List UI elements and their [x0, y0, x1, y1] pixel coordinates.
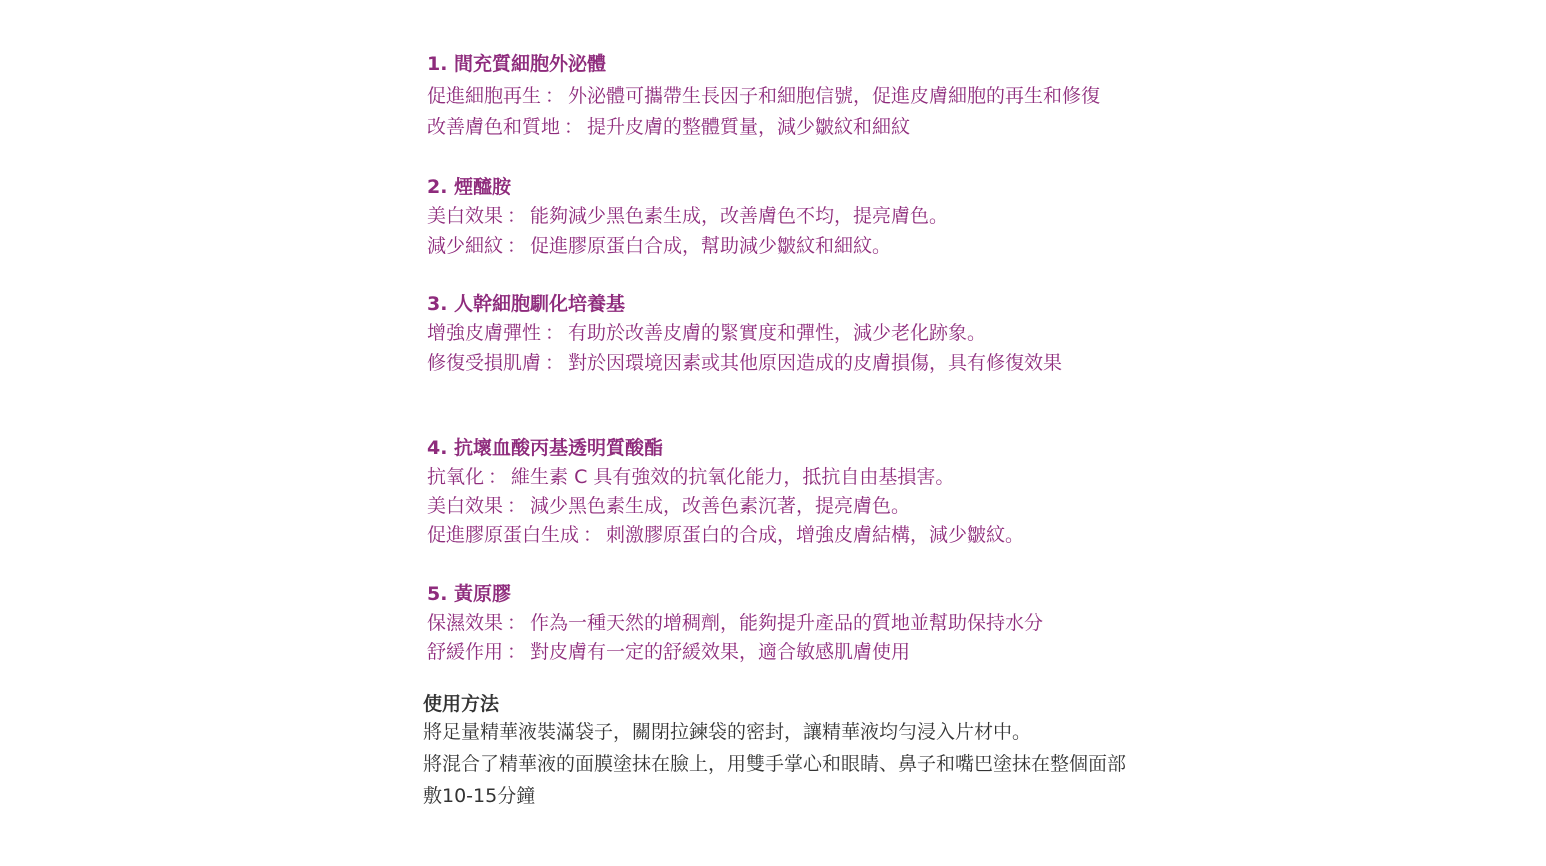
benefit-item — [427, 465, 954, 489]
benefit-label: 修復受損肌膚 — [427, 352, 542, 374]
usage-line: 敷10-15分鐘 — [423, 785, 536, 807]
benefit-separator: ： — [488, 466, 508, 488]
benefit-separator: ： — [507, 641, 527, 663]
usage-title: 使用方法 — [423, 693, 500, 715]
benefit-text: 有助於改善皮膚的緊實度和彈性，減少老化跡象。 — [568, 322, 987, 344]
benefit-separator: ： — [507, 205, 527, 227]
section-title-5: 5. 黃原膠 — [427, 583, 512, 605]
benefit-label: 美白效果 — [427, 205, 504, 227]
benefit-separator: ： — [583, 524, 603, 546]
benefit-item — [427, 640, 910, 664]
benefit-item — [427, 523, 1024, 547]
benefit-separator: ： — [545, 352, 565, 374]
benefit-label: 美白效果 — [427, 495, 504, 517]
benefit-text: 提升皮膚的整體質量，減少皺紋和細紋 — [587, 116, 911, 138]
benefit-separator: ： — [507, 235, 527, 257]
benefit-label: 舒緩作用 — [427, 641, 504, 663]
benefit-label: 抗氧化 — [427, 466, 485, 488]
benefit-text: 能夠減少黑色素生成，改善膚色不均，提亮膚色。 — [530, 205, 949, 227]
benefit-item — [427, 611, 1043, 635]
benefit-text: 作為一種天然的增稠劑，能夠提升產品的質地並幫助保持水分 — [530, 612, 1044, 634]
section-title-4: 4. 抗壞血酸丙基透明質酸酯 — [427, 437, 664, 459]
benefit-text: 刺激膠原蛋白的合成，增強皮膚結構，減少皺紋。 — [606, 524, 1025, 546]
section-title-1: 1. 間充質細胞外泌體 — [427, 53, 607, 75]
benefit-item — [427, 351, 1062, 375]
benefit-separator: ： — [507, 495, 527, 517]
benefit-item — [427, 204, 948, 228]
benefit-separator: ： — [564, 116, 584, 138]
benefit-label: 促進膠原蛋白生成 — [427, 524, 580, 546]
benefit-label: 增強皮膚彈性 — [427, 322, 542, 344]
benefit-separator: ： — [545, 322, 565, 344]
benefit-item — [427, 494, 910, 518]
benefit-label: 保濕效果 — [427, 612, 504, 634]
section-title-3: 3. 人幹細胞馴化培養基 — [427, 293, 626, 315]
benefit-text: 外泌體可攜帶生長因子和細胞信號，促進皮膚細胞的再生和修復 — [568, 85, 1101, 107]
benefit-separator: ： — [545, 85, 565, 107]
benefit-item — [427, 84, 1100, 108]
benefit-separator: ： — [507, 612, 527, 634]
benefit-item — [427, 115, 910, 139]
benefit-text: 對皮膚有一定的舒緩效果，適合敏感肌膚使用 — [530, 641, 911, 663]
usage-line: 將混合了精華液的面膜塗抹在臉上，用雙手掌心和眼睛、鼻子和嘴巴塗抹在整個面部 — [423, 753, 1127, 775]
benefit-item — [427, 321, 986, 345]
benefit-text: 減少黑色素生成，改善色素沉著，提亮膚色。 — [530, 495, 911, 517]
benefit-text: 對於因環境因素或其他原因造成的皮膚損傷，具有修復效果 — [568, 352, 1063, 374]
benefit-label: 改善膚色和質地 — [427, 116, 561, 138]
usage-line: 將足量精華液裝滿袋子，關閉拉鍊袋的密封，讓精華液均勻浸入片材中。 — [423, 721, 1032, 743]
benefit-text: 促進膠原蛋白合成，幫助減少皺紋和細紋。 — [530, 235, 892, 257]
benefit-item — [427, 234, 891, 258]
benefit-label: 促進細胞再生 — [427, 85, 542, 107]
section-title-2: 2. 煙醯胺 — [427, 176, 512, 198]
benefit-label: 減少細紋 — [427, 235, 504, 257]
benefit-text: 維生素 C 具有強效的抗氧化能力，抵抗自由基損害。 — [511, 466, 955, 488]
